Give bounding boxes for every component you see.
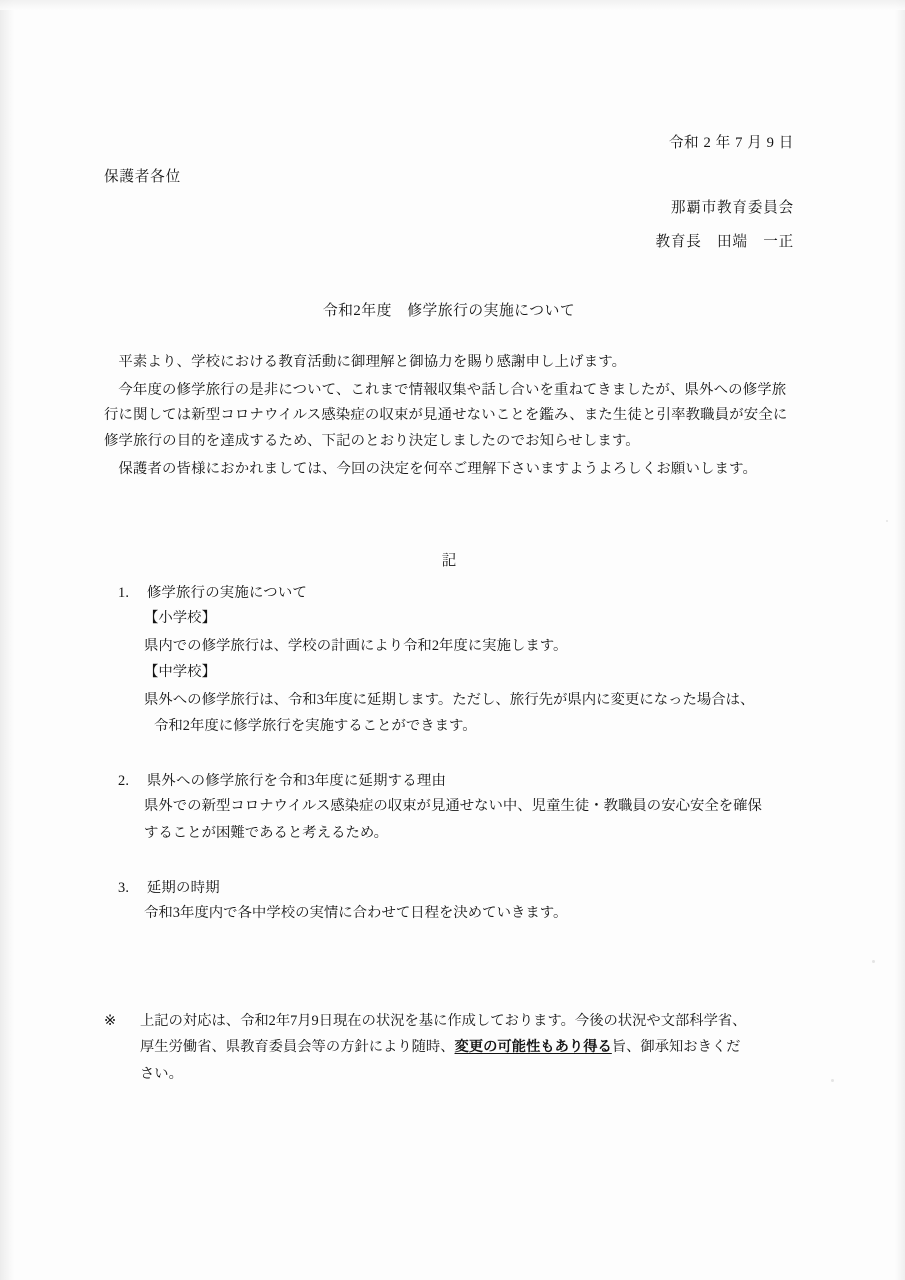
paragraph-2: 今年度の修学旅行の是非について、これまで情報収集や話し合いを重ねてきましたが、県外への修学旅行に関しては新型コロナウイルス感染症の収束が見通せないことを鑑み、また生徒と引率教職員が安全に修学旅行の目的を達成するため、下記のとおり決定しましたのでお知らせします。 bbox=[104, 381, 788, 449]
footnote bbox=[104, 1008, 804, 1087]
item-1-number: 1. bbox=[118, 585, 130, 601]
issuer-person: 教育長 田端 一正 bbox=[655, 233, 794, 250]
note-line-3: さい。 bbox=[140, 1065, 183, 1082]
item-2-title: 県外への修学旅行を令和3年度に延期する理由 bbox=[146, 772, 447, 789]
numbered-items bbox=[104, 582, 794, 949]
document-body bbox=[104, 0, 794, 1280]
item-3-number: 3. bbox=[118, 879, 130, 896]
ki-marker: 記 bbox=[441, 553, 457, 569]
note-line-2-post: 旨、御承知おきくだ bbox=[611, 1039, 741, 1056]
scan-edge-right bbox=[895, 0, 905, 1280]
item-1-sub-1-text: 県内での修学旅行は、学校の計画により令和2年度に実施します。 bbox=[144, 637, 568, 654]
item-1-title: 修学旅行の実施について bbox=[146, 585, 308, 601]
document-issuer bbox=[655, 197, 794, 254]
document-title: 令和2年度 修学旅行の実施について bbox=[322, 303, 576, 319]
list-item bbox=[104, 770, 794, 847]
item-3-body-line-1: 令和3年度内で各中学校の実情に合わせて日程を決めていきます。 bbox=[144, 904, 568, 921]
scan-speck bbox=[872, 960, 875, 963]
item-3-title: 延期の時期 bbox=[146, 879, 220, 896]
note-line-2 bbox=[140, 1034, 804, 1060]
scan-speck bbox=[831, 1079, 834, 1082]
note-line-2-pre: 厚生労働省、県教育委員会等の方針により随時、 bbox=[140, 1039, 455, 1056]
list-item bbox=[104, 877, 794, 927]
note-body bbox=[104, 1008, 804, 1087]
item-2-heading bbox=[104, 770, 794, 793]
item-1-sub-2-label: 【中学校】 bbox=[144, 664, 216, 681]
issuer-organization: 那覇市教育委員会 bbox=[670, 200, 794, 216]
list-item bbox=[104, 582, 794, 740]
item-1-sub-2-text-cont: 令和2年度に修学旅行を実施することができます。 bbox=[154, 718, 477, 735]
note-mark: ※ bbox=[104, 1013, 116, 1029]
paragraph-3: 保護者の皆様におかれましては、今回の決定を何卒ご理解下さいますようよろしくお願いします。 bbox=[118, 460, 758, 477]
note-line-2-underlined: 変更の可能性もあり得る bbox=[454, 1039, 612, 1056]
item-2-body-line-2: することが困難であると考えるため。 bbox=[144, 824, 389, 841]
note-line-1: 上記の対応は、令和2年7月9日現在の状況を基に作成しております。今後の状況や文部科学省、 bbox=[140, 1013, 747, 1029]
item-2-number: 2. bbox=[118, 772, 130, 789]
paragraph-1: 平素より、学校における教育活動に御理解と御協力を賜り感謝申し上げます。 bbox=[118, 354, 627, 370]
item-1-sub-2-text: 県外への修学旅行は、令和3年度に延期します。ただし、旅行先が県内に変更になった場合は、 bbox=[144, 691, 755, 708]
item-2-body-line-1: 県外での新型コロナウイルス感染症の収束が見通せない中、児童生徒・教職員の安心安全を確保 bbox=[144, 798, 762, 815]
intro-paragraphs bbox=[104, 350, 794, 484]
document-date: 令和 2 年 7 月 9 日 bbox=[668, 135, 794, 151]
document-addressee: 保護者各位 bbox=[104, 169, 181, 185]
item-3-heading bbox=[104, 877, 794, 900]
item-1-sub-1-label: 【小学校】 bbox=[144, 610, 216, 627]
scan-edge-left bbox=[0, 0, 14, 1280]
scan-speck bbox=[886, 520, 888, 522]
item-1-heading bbox=[104, 582, 794, 605]
